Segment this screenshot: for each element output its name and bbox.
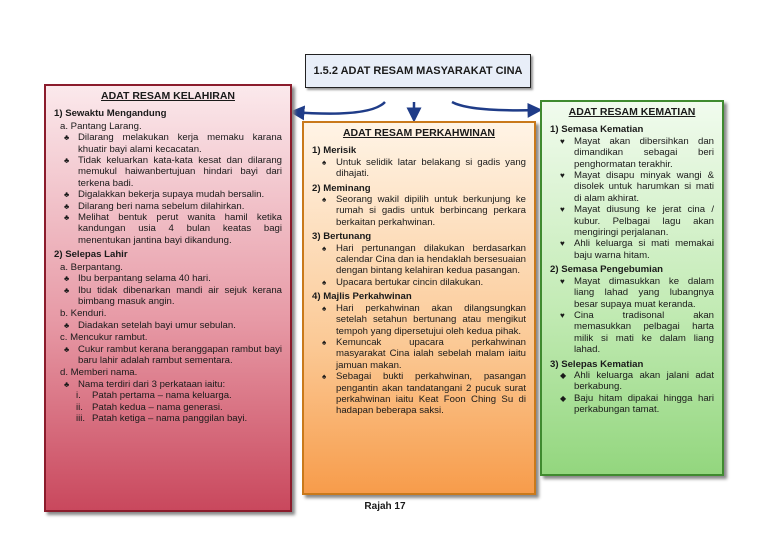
list-item-text: Dilarang beri nama sebelum dilahirkan. — [78, 200, 245, 212]
list-item-text: Ibu berpantang selama 40 hari. — [78, 273, 211, 285]
section-heading: 1) Sewaktu Mengandung — [54, 108, 167, 120]
arrow-to-kematian — [452, 102, 540, 110]
club-bullet-icon: ♣ — [64, 285, 70, 295]
arrow-to-kelahiran — [292, 102, 385, 114]
list-item — [60, 344, 282, 367]
list-item-text: Tidak keluarkan kata-kata kesat dan dilarang memukul haiwanbertujuan hindari bayi dari terkena badi. — [78, 155, 282, 189]
list-item-text: Ahli keluarga si mati memakai baju warna hitam. — [574, 238, 714, 261]
club-bullet-icon: ♣ — [64, 213, 70, 223]
section-heading: 1) Merisik — [312, 145, 357, 157]
list-item — [556, 204, 714, 238]
list-item — [556, 276, 714, 310]
spade-bullet-icon: ♠ — [322, 157, 327, 167]
section-heading: 2) Meminang — [312, 182, 371, 194]
list-item — [318, 194, 526, 228]
list-item — [60, 132, 282, 155]
club-bullet-icon: ♣ — [64, 156, 70, 166]
list-item — [556, 170, 714, 204]
roman-numeral: iii. — [76, 412, 86, 424]
spade-bullet-icon: ♠ — [322, 372, 327, 382]
list-item — [60, 189, 282, 200]
list-item — [318, 277, 526, 288]
spade-bullet-icon: ♠ — [322, 277, 327, 287]
roman-list-item — [76, 402, 282, 413]
heart-bullet-icon: ♥ — [560, 136, 565, 146]
roman-numeral: ii. — [76, 401, 83, 413]
section-heading: 2) Selepas Lahir — [54, 249, 128, 261]
list-item — [318, 371, 526, 417]
list-item — [60, 320, 282, 331]
kematian-box — [540, 100, 724, 476]
club-bullet-icon: ♣ — [64, 274, 70, 284]
list-item-text: Digalakkan bekerja supaya mudah bersalin. — [78, 189, 265, 201]
roman-list-item — [76, 413, 282, 424]
list-item-text: Mayat dimasukkan ke dalam liang lahad yang lubangnya besar supaya muat keranda. — [574, 275, 714, 310]
kelahiran-box — [44, 84, 292, 512]
roman-item-text: Patah ketiga – nama panggilan bayi. — [92, 412, 248, 424]
section-heading: 4) Majlis Perkahwinan — [312, 291, 412, 303]
section-heading: 1) Semasa Kematian — [550, 124, 644, 136]
list-item-text: Upacara bertukar cincin dilakukan. — [336, 276, 484, 288]
club-bullet-icon: ♣ — [64, 320, 70, 330]
list-item-text: Seorang wakil dipilih untuk berkunjung ke rumah si gadis untuk berbincang perkara berkaitan perkahwinan. — [336, 194, 526, 228]
list-item-text: Diadakan setelah bayi umur sebulan. — [78, 319, 236, 331]
spade-bullet-icon: ♠ — [322, 303, 327, 313]
list-item — [318, 243, 526, 277]
list-item — [318, 303, 526, 337]
list-item-text: Kemuncak upacara perkahwinan masyarakat Cina ialah sebelah malam iaitu jamuan makan. — [336, 336, 526, 371]
section-heading: 3) Bertunang — [312, 231, 372, 243]
subsection-heading: d. Memberi nama. — [60, 367, 138, 379]
list-item-text: Mayat diusung ke jerat cina / kubur. Pelbagai lagu akan mengiringi perjalanan. — [574, 204, 714, 239]
heart-bullet-icon: ♥ — [560, 276, 565, 286]
list-item — [60, 155, 282, 189]
spade-bullet-icon: ♠ — [322, 195, 327, 205]
list-item — [318, 157, 526, 180]
list-item — [60, 379, 282, 390]
list-item-text: Nama terdiri dari 3 perkataan iaitu: — [78, 378, 226, 390]
list-item-text: Ahli keluarga akan jalani adat berkabung. — [574, 369, 714, 393]
list-item — [60, 212, 282, 246]
list-item-text: Cukur rambut kerana beranggapan rambut bayi baru lahir adalah rambut sementara. — [78, 343, 282, 366]
list-item-text: Melihat bentuk perut wanita hamil ketika kandungan usia 4 bulan keatas bagi menentukan jantina bayi dikandung. — [78, 212, 282, 246]
perkahwinan-box — [302, 121, 536, 495]
figure-caption: Rajah 17 — [364, 501, 406, 512]
diamond-bullet-icon: ◆ — [560, 393, 567, 403]
roman-list-item — [76, 390, 282, 401]
subsection-heading: a. Berpantang. — [60, 261, 123, 273]
section-heading: 2) Semasa Pengebumian — [550, 264, 664, 276]
list-item-text: Hari perkahwinan akan dilangsungkan setelah setahun bertunang atau mengikut tempoh yang dipersetujui oleh kedua pihak. — [336, 302, 526, 337]
list-item-text: Baju hitam dipakai hingga hari perkabungan tamat. — [574, 392, 714, 416]
kematian-heading: ADAT RESAM KEMATIAN — [568, 106, 696, 118]
list-item-text: Cina tradisonal akan memasukkan pelbagai harta milik si mati ke dalam liang lahad. — [574, 309, 714, 356]
spade-bullet-icon: ♠ — [322, 337, 327, 347]
roman-item-text: Patah kedua – nama generasi. — [92, 401, 223, 413]
list-item — [60, 285, 282, 308]
diamond-bullet-icon: ◆ — [560, 370, 567, 380]
heart-bullet-icon: ♥ — [560, 310, 565, 320]
list-item — [556, 136, 714, 170]
list-item — [556, 370, 714, 393]
club-bullet-icon: ♣ — [64, 344, 70, 354]
list-item — [60, 273, 282, 284]
section-heading: 3) Selepas Kematian — [550, 358, 644, 370]
perkahwinan-heading: ADAT RESAM PERKAHWINAN — [342, 127, 496, 139]
list-item — [318, 337, 526, 371]
club-bullet-icon: ♣ — [64, 133, 70, 143]
subsection-heading: b. Kenduri. — [60, 308, 107, 320]
subsection-heading: c. Mencukur rambut. — [60, 332, 148, 344]
subsection-heading: a. Pantang Larang. — [60, 120, 142, 132]
heart-bullet-icon: ♥ — [560, 171, 565, 181]
roman-numeral: i. — [76, 390, 81, 402]
list-item-text: Ibu tidak dibenarkan mandi air sejuk kerana bimbang masuk angin. — [78, 284, 282, 307]
list-item-text: Mayat disapu minyak wangi & disolek untuk harumkan si mati di alam akhirat. — [574, 170, 714, 204]
spade-bullet-icon: ♠ — [322, 243, 327, 253]
list-item — [556, 393, 714, 416]
list-item-text: Sebagai bukti perkahwinan, pasangan pengantin akan tandatangani 2 pucuk surat perkahwinan iaitu Keat Foon Ching Su di hadapan beberapa saksi. — [336, 371, 526, 417]
list-item-text: Hari pertunangan dilakukan berdasarkan calendar Cina dan ia hendaklah bersesuaian dengan bintang kelahiran kedua pasangan. — [336, 242, 526, 277]
club-bullet-icon: ♣ — [64, 379, 70, 389]
list-item-text: Mayat akan dibersihkan dan dimandikan sebagai beri penghormatan terakhir. — [574, 135, 714, 170]
kelahiran-heading: ADAT RESAM KELAHIRAN — [101, 90, 235, 102]
list-item-text: Untuk selidik latar belakang si gadis yang dihajati. — [336, 156, 526, 180]
list-item — [60, 201, 282, 212]
heart-bullet-icon: ♥ — [560, 205, 565, 215]
list-item — [556, 310, 714, 356]
club-bullet-icon: ♣ — [64, 190, 70, 200]
list-item-text: Dilarang melakukan kerja memaku karana khuatir bayi alami kecacatan. — [78, 132, 282, 155]
main-title: 1.5.2 ADAT RESAM MASYARAKAT CINA — [305, 54, 531, 88]
list-item — [556, 238, 714, 261]
roman-item-text: Patah pertama – nama keluarga. — [92, 390, 232, 402]
club-bullet-icon: ♣ — [64, 201, 70, 211]
heart-bullet-icon: ♥ — [560, 239, 565, 249]
